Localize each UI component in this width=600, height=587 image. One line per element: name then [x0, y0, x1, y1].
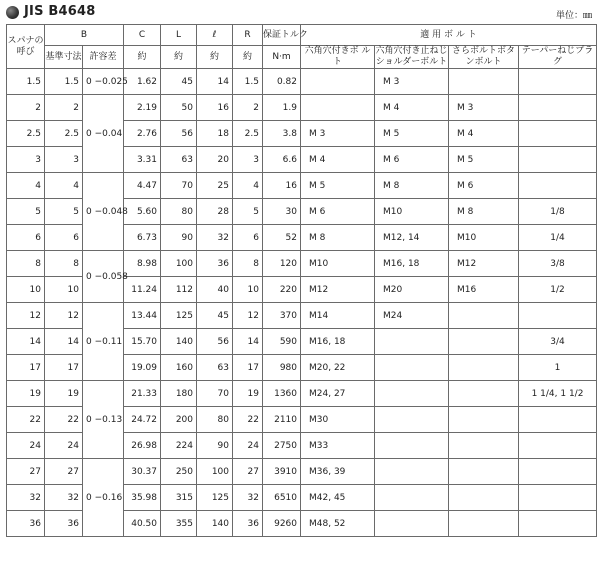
table-row	[7, 95, 597, 121]
header-ell: ℓ	[197, 25, 233, 46]
cell-l: 56	[161, 121, 197, 147]
cell-size: 8	[7, 251, 45, 277]
cell-bolt3: M 8	[449, 199, 519, 225]
cell-c: 2.76	[124, 121, 161, 147]
cell-bolt3: M 3	[449, 95, 519, 121]
cell-r: 4	[233, 173, 263, 199]
cell-l: 100	[161, 251, 197, 277]
cell-bolt2: M 4	[375, 95, 449, 121]
cell-bolt4: 1/4	[519, 225, 597, 251]
cell-bolt4	[519, 147, 597, 173]
bullet-icon	[6, 6, 19, 19]
cell-torque: 52	[263, 225, 301, 251]
cell-r: 10	[233, 277, 263, 303]
cell-c: 1.62	[124, 69, 161, 95]
cell-ell: 36	[197, 251, 233, 277]
spec-table	[6, 24, 597, 537]
cell-r: 2	[233, 95, 263, 121]
cell-bolt3: M16	[449, 277, 519, 303]
cell-size: 27	[7, 459, 45, 485]
cell-torque: 6.6	[263, 147, 301, 173]
cell-tolerance: 0 −0.11	[83, 303, 124, 381]
cell-ell: 40	[197, 277, 233, 303]
cell-ell: 100	[197, 459, 233, 485]
header-spanner: スパナの呼び	[7, 25, 45, 69]
cell-ell: 70	[197, 381, 233, 407]
cell-bolt1: M12	[301, 277, 375, 303]
cell-bolt3: M10	[449, 225, 519, 251]
cell-r: 12	[233, 303, 263, 329]
cell-torque: 220	[263, 277, 301, 303]
cell-b: 2	[45, 95, 83, 121]
cell-l: 200	[161, 407, 197, 433]
cell-bolt2	[375, 329, 449, 355]
header-bolt-set-screw: 六角穴付き止ねじショルダーボルト	[375, 46, 448, 67]
cell-torque: 1360	[263, 381, 301, 407]
cell-l: 315	[161, 485, 197, 511]
cell-ell: 90	[197, 433, 233, 459]
cell-bolt4	[519, 459, 597, 485]
cell-l: 63	[161, 147, 197, 173]
cell-bolt2: M 5	[375, 121, 449, 147]
cell-r: 22	[233, 407, 263, 433]
cell-l: 80	[161, 199, 197, 225]
cell-bolt4	[519, 511, 597, 537]
cell-b: 8	[45, 251, 83, 277]
cell-bolt1: M42, 45	[301, 485, 375, 511]
cell-bolt1: M 4	[301, 147, 375, 173]
cell-bolt1: M36, 39	[301, 459, 375, 485]
table-row	[7, 69, 597, 95]
cell-bolt3	[449, 69, 519, 95]
cell-bolt1: M 8	[301, 225, 375, 251]
cell-bolt1: M30	[301, 407, 375, 433]
cell-r: 6	[233, 225, 263, 251]
cell-bolt3: M 6	[449, 173, 519, 199]
cell-r: 32	[233, 485, 263, 511]
cell-c: 3.31	[124, 147, 161, 173]
cell-ell: 32	[197, 225, 233, 251]
cell-ell: 16	[197, 95, 233, 121]
cell-tolerance: 0 −0.13	[83, 381, 124, 459]
cell-c: 13.44	[124, 303, 161, 329]
cell-r: 24	[233, 433, 263, 459]
cell-bolt2	[375, 433, 449, 459]
cell-size: 19	[7, 381, 45, 407]
cell-ell: 25	[197, 173, 233, 199]
cell-size: 32	[7, 485, 45, 511]
cell-bolt4: 1 1/4, 1 1/2	[519, 381, 597, 407]
cell-bolt2	[375, 407, 449, 433]
cell-size: 1.5	[7, 69, 45, 95]
cell-bolt1	[301, 69, 375, 95]
cell-r: 27	[233, 459, 263, 485]
cell-b: 6	[45, 225, 83, 251]
cell-l: 140	[161, 329, 197, 355]
cell-ell: 28	[197, 199, 233, 225]
cell-torque: 370	[263, 303, 301, 329]
title-bar	[6, 2, 594, 24]
cell-size: 17	[7, 355, 45, 381]
cell-bolt4	[519, 69, 597, 95]
table-row	[7, 381, 597, 407]
page-title: JIS B4648	[24, 4, 96, 19]
header-bolt-group: 適 用 ボ ル ト	[301, 25, 597, 46]
cell-torque: 0.82	[263, 69, 301, 95]
cell-bolt2: M 3	[375, 69, 449, 95]
cell-torque: 3910	[263, 459, 301, 485]
cell-b: 36	[45, 511, 83, 537]
cell-r: 5	[233, 199, 263, 225]
cell-r: 36	[233, 511, 263, 537]
cell-c: 4.47	[124, 173, 161, 199]
header-b-base: 基準寸法	[45, 46, 83, 69]
cell-bolt4: 1	[519, 355, 597, 381]
header-c-sub: 約	[124, 46, 161, 69]
cell-torque: 120	[263, 251, 301, 277]
cell-bolt2	[375, 355, 449, 381]
cell-bolt4	[519, 485, 597, 511]
cell-ell: 20	[197, 147, 233, 173]
cell-size: 2	[7, 95, 45, 121]
cell-bolt4: 1/2	[519, 277, 597, 303]
cell-torque: 30	[263, 199, 301, 225]
cell-c: 6.73	[124, 225, 161, 251]
cell-b: 10	[45, 277, 83, 303]
cell-ell: 80	[197, 407, 233, 433]
cell-r: 2.5	[233, 121, 263, 147]
cell-torque: 2750	[263, 433, 301, 459]
cell-torque: 2110	[263, 407, 301, 433]
header-c: C	[124, 25, 161, 46]
cell-bolt2: M12, 14	[375, 225, 449, 251]
cell-bolt2: M10	[375, 199, 449, 225]
cell-size: 5	[7, 199, 45, 225]
cell-c: 24.72	[124, 407, 161, 433]
cell-c: 30.37	[124, 459, 161, 485]
cell-bolt3	[449, 381, 519, 407]
header-b-tol: 許容差	[83, 46, 124, 69]
unit-label: 単位：㎜	[555, 11, 592, 21]
cell-bolt3	[449, 329, 519, 355]
header-l: L	[161, 25, 197, 46]
cell-size: 4	[7, 173, 45, 199]
cell-l: 50	[161, 95, 197, 121]
cell-r: 3	[233, 147, 263, 173]
cell-bolt4	[519, 433, 597, 459]
cell-ell: 18	[197, 121, 233, 147]
cell-ell: 140	[197, 511, 233, 537]
cell-l: 45	[161, 69, 197, 95]
header-torque-unit: N·m	[263, 46, 301, 69]
cell-b: 17	[45, 355, 83, 381]
cell-torque: 590	[263, 329, 301, 355]
cell-bolt4: 1/8	[519, 199, 597, 225]
cell-tolerance: 0 −0.025	[83, 69, 124, 95]
cell-bolt4	[519, 407, 597, 433]
cell-bolt3	[449, 433, 519, 459]
table-row	[7, 303, 597, 329]
cell-c: 19.09	[124, 355, 161, 381]
cell-bolt3: M 4	[449, 121, 519, 147]
cell-b: 24	[45, 433, 83, 459]
cell-bolt1: M 3	[301, 121, 375, 147]
cell-bolt2	[375, 485, 449, 511]
cell-bolt4	[519, 173, 597, 199]
cell-torque: 3.8	[263, 121, 301, 147]
cell-r: 8	[233, 251, 263, 277]
cell-bolt2: M 8	[375, 173, 449, 199]
cell-ell: 63	[197, 355, 233, 381]
cell-ell: 14	[197, 69, 233, 95]
cell-c: 40.50	[124, 511, 161, 537]
cell-bolt3	[449, 303, 519, 329]
table-row	[7, 251, 597, 277]
cell-b: 4	[45, 173, 83, 199]
cell-b: 32	[45, 485, 83, 511]
cell-torque: 6510	[263, 485, 301, 511]
cell-bolt4	[519, 303, 597, 329]
table-row	[7, 459, 597, 485]
cell-bolt1: M20, 22	[301, 355, 375, 381]
cell-ell: 45	[197, 303, 233, 329]
header-r: R	[233, 25, 263, 46]
cell-b: 3	[45, 147, 83, 173]
cell-l: 70	[161, 173, 197, 199]
cell-c: 11.24	[124, 277, 161, 303]
cell-torque: 9260	[263, 511, 301, 537]
cell-bolt4: 3/4	[519, 329, 597, 355]
cell-bolt3: M12	[449, 251, 519, 277]
header-b: B	[45, 25, 124, 46]
cell-l: 224	[161, 433, 197, 459]
cell-tolerance: 0 −0.048	[83, 173, 124, 251]
header-bolt-flat-button: さらボルトボタンボルト	[449, 46, 519, 69]
cell-bolt1: M16, 18	[301, 329, 375, 355]
header-bolt-taper-plug: テーパーねじプラグ	[519, 46, 597, 69]
cell-torque: 16	[263, 173, 301, 199]
cell-l: 90	[161, 225, 197, 251]
cell-b: 12	[45, 303, 83, 329]
cell-c: 26.98	[124, 433, 161, 459]
cell-tolerance: 0 −0.04	[83, 95, 124, 173]
cell-b: 5	[45, 199, 83, 225]
cell-bolt2: M 6	[375, 147, 449, 173]
cell-bolt3	[449, 407, 519, 433]
cell-size: 14	[7, 329, 45, 355]
cell-bolt1: M10	[301, 251, 375, 277]
cell-ell: 56	[197, 329, 233, 355]
cell-l: 112	[161, 277, 197, 303]
cell-bolt1: M24, 27	[301, 381, 375, 407]
cell-l: 160	[161, 355, 197, 381]
cell-bolt1: M48, 52	[301, 511, 375, 537]
cell-l: 125	[161, 303, 197, 329]
table-body	[7, 69, 597, 537]
table-row	[7, 173, 597, 199]
cell-bolt1: M 5	[301, 173, 375, 199]
cell-size: 12	[7, 303, 45, 329]
cell-b: 27	[45, 459, 83, 485]
cell-bolt1	[301, 95, 375, 121]
header-torque: 保証トルク	[263, 25, 301, 46]
cell-l: 250	[161, 459, 197, 485]
cell-b: 14	[45, 329, 83, 355]
cell-bolt2	[375, 459, 449, 485]
cell-r: 17	[233, 355, 263, 381]
cell-torque: 980	[263, 355, 301, 381]
cell-size: 24	[7, 433, 45, 459]
cell-b: 22	[45, 407, 83, 433]
cell-l: 180	[161, 381, 197, 407]
cell-bolt3	[449, 355, 519, 381]
cell-torque: 1.9	[263, 95, 301, 121]
cell-c: 2.19	[124, 95, 161, 121]
cell-b: 1.5	[45, 69, 83, 95]
cell-bolt1: M14	[301, 303, 375, 329]
cell-r: 19	[233, 381, 263, 407]
cell-bolt3	[449, 485, 519, 511]
cell-bolt4	[519, 95, 597, 121]
cell-size: 10	[7, 277, 45, 303]
cell-bolt1: M 6	[301, 199, 375, 225]
cell-c: 15.70	[124, 329, 161, 355]
cell-bolt3	[449, 459, 519, 485]
header-r-sub: 約	[233, 46, 263, 69]
cell-bolt2	[375, 511, 449, 537]
cell-c: 8.98	[124, 251, 161, 277]
cell-tolerance: 0 −0.058	[83, 251, 124, 303]
cell-r: 14	[233, 329, 263, 355]
cell-bolt3: M 5	[449, 147, 519, 173]
cell-size: 36	[7, 511, 45, 537]
cell-c: 21.33	[124, 381, 161, 407]
cell-l: 355	[161, 511, 197, 537]
cell-b: 19	[45, 381, 83, 407]
cell-bolt4: 3/8	[519, 251, 597, 277]
cell-size: 3	[7, 147, 45, 173]
cell-size: 22	[7, 407, 45, 433]
cell-tolerance: 0 −0.16	[83, 459, 124, 537]
cell-bolt1: M33	[301, 433, 375, 459]
cell-c: 5.60	[124, 199, 161, 225]
cell-c: 35.98	[124, 485, 161, 511]
cell-ell: 125	[197, 485, 233, 511]
cell-r: 1.5	[233, 69, 263, 95]
header-l-sub: 約	[161, 46, 197, 69]
header-bolt-socket-head: 六角穴付きボ ル ト	[301, 46, 375, 69]
cell-bolt2: M16, 18	[375, 251, 449, 277]
cell-size: 2.5	[7, 121, 45, 147]
cell-bolt2: M24	[375, 303, 449, 329]
cell-bolt3	[449, 511, 519, 537]
cell-bolt2: M20	[375, 277, 449, 303]
cell-b: 2.5	[45, 121, 83, 147]
header-ell-sub: 約	[197, 46, 233, 69]
cell-size: 6	[7, 225, 45, 251]
cell-bolt2	[375, 381, 449, 407]
cell-bolt4	[519, 121, 597, 147]
